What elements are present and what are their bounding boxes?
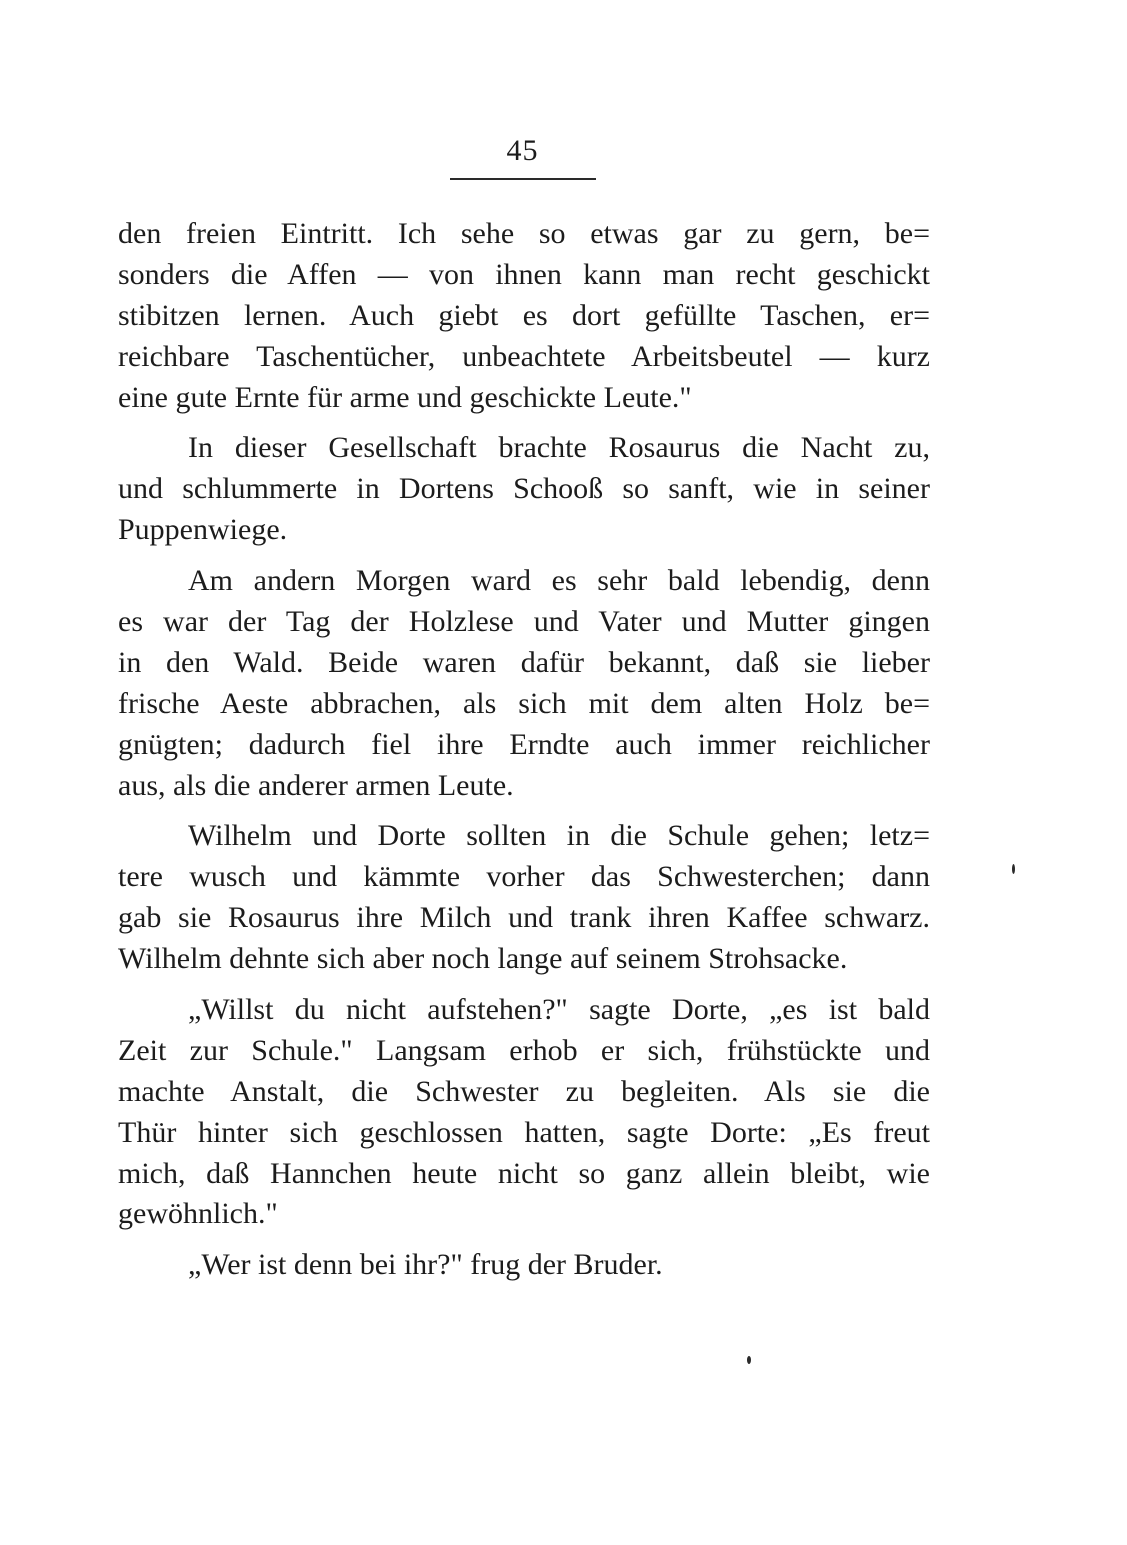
- text-line: stibitzen lernen. Auch giebt es dort gefüllte Taschen, er=: [118, 298, 930, 332]
- text-line: es war der Tag der Holzlese und Vater und Mutter gingen: [118, 605, 930, 639]
- paragraph: [118, 816, 930, 980]
- text-line: Wilhelm und Dorte sollten in die Schule gehen; letz=: [188, 819, 930, 853]
- header-rule: [450, 178, 596, 180]
- paragraph: [118, 561, 930, 806]
- text-line: frische Aeste abbrachen, als sich mit dem alten Holz be=: [118, 686, 930, 720]
- text-line: gewöhnlich.": [118, 1197, 278, 1231]
- paragraph: [118, 1245, 930, 1286]
- text-line: In dieser Gesellschaft brachte Rosaurus die Nacht zu,: [188, 431, 930, 465]
- text-line: den freien Eintritt. Ich sehe so etwas gar zu gern, be=: [118, 217, 930, 250]
- text-line: tere wusch und kämmte vorher das Schwesterchen; dann: [118, 860, 930, 894]
- text-line: machte Anstalt, die Schwester zu begleiten. Als sie die: [118, 1074, 930, 1108]
- text-line: sonders die Affen — von ihnen kann man recht geschickt: [118, 257, 930, 291]
- text-line: reichbare Taschentücher, unbeachtete Arbeitsbeutel — kurz: [118, 339, 930, 373]
- paragraph-gap: [118, 1235, 930, 1245]
- text-line: aus, als die anderer armen Leute.: [118, 768, 514, 802]
- text-line: „Wer ist denn bei ihr?" frug der Bruder.: [188, 1248, 663, 1282]
- text-line: gnügten; dadurch fiel ihre Erndte auch immer reichlicher: [118, 727, 930, 761]
- body-text: [118, 214, 930, 1286]
- text-line: „Willst du nicht aufstehen?" sagte Dorte, „es ist bald: [188, 993, 930, 1027]
- ink-speck: [1012, 864, 1015, 874]
- paragraph-gap: [118, 806, 930, 816]
- paragraph-gap: [118, 418, 930, 428]
- paragraph: [118, 990, 930, 1235]
- text-line: und schlummerte in Dortens Schooß so sanft, wie in seiner: [118, 472, 930, 506]
- paragraph: [118, 214, 930, 418]
- text-line: Am andern Morgen ward es sehr bald lebendig, denn: [188, 564, 930, 598]
- text-line: Thür hinter sich geschlossen hatten, sagte Dorte: „Es freut: [118, 1115, 930, 1149]
- text-line: gab sie Rosaurus ihre Milch und trank ihren Kaffee schwarz.: [118, 901, 930, 935]
- page-number: 45: [506, 134, 539, 167]
- paragraph-gap: [118, 551, 930, 561]
- text-line: in den Wald. Beide waren dafür bekannt, daß sie lieber: [118, 645, 930, 679]
- text-line: Wilhelm dehnte sich aber noch lange auf seinem Strohsacke.: [118, 942, 848, 976]
- text-line: Puppenwiege.: [118, 513, 288, 547]
- text-line: eine gute Ernte für arme und geschickte Leute.": [118, 380, 692, 414]
- paragraph: [118, 428, 930, 551]
- text-line: Zeit zur Schule." Langsam erhob er sich, frühstückte und: [118, 1033, 930, 1067]
- text-line: mich, daß Hannchen heute nicht so ganz allein bleibt, wie: [118, 1156, 930, 1190]
- ink-speck: [747, 1356, 751, 1364]
- paragraph-gap: [118, 980, 930, 990]
